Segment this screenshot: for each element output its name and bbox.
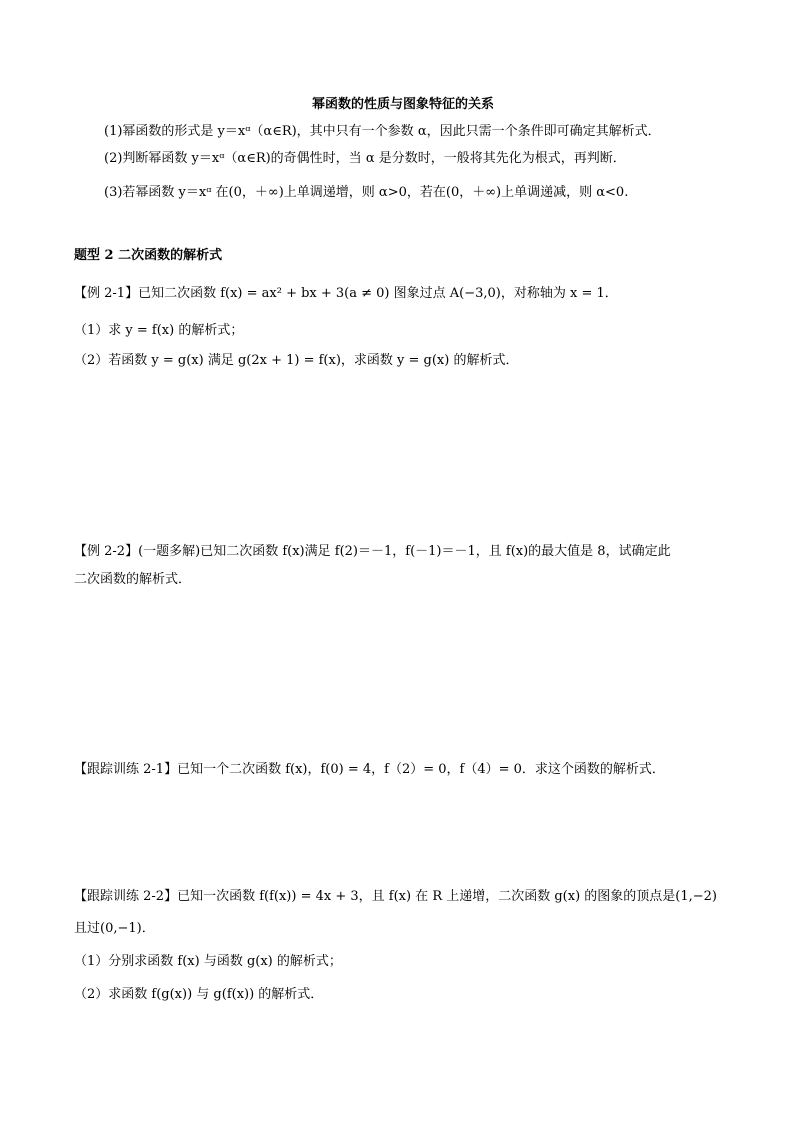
practice-2-2-question-2: （2）求函数 f(g(x)) 与 g(f(x)) 的解析式． [74, 987, 324, 1002]
practice-2-2-line-1: 【跟踪训练 2-2】已知一次函数 f(f(x)) = 4x + 3，且 f(x) 在 R 上递增，二次函数 g(x) 的图象的顶点是(1,−2) [74, 889, 718, 904]
example-2-2-line-1: 【例 2-2】(一题多解)已知二次函数 f(x)满足 f(2)＝－1，f(－1)＝－1，且 f(x)的最大值是 8，试确定此 [74, 544, 671, 559]
example-2-1-stem: 【例 2-1】已知二次函数 f(x) = ax² + bx + 3(a ≠ 0) 图象过点 A(−3,0)，对称轴为 x = 1． [74, 286, 618, 301]
example-2-1-question-1: （1）求 y = f(x) 的解析式； [74, 323, 244, 338]
property-item-1: (1)幂函数的形式是 y＝xᵅ（α∈R)，其中只有一个参数 α，因此只需一个条件即可确定其解析式． [104, 124, 661, 139]
example-2-2-line-2: 二次函数的解析式． [74, 572, 192, 587]
section-heading: 题型 2 二次函数的解析式 [74, 248, 223, 263]
practice-2-1-stem: 【跟踪训练 2-1】已知一个二次函数 f(x)，f(0) = 4，f（2）= 0，f（4）= 0．求这个函数的解析式． [74, 762, 665, 777]
section-title: 幂函数的性质与图象特征的关系 [312, 97, 495, 112]
property-item-2: (2)判断幂函数 y＝xᵅ（α∈R)的奇偶性时，当 α 是分数时，一般将其先化为根式，再判断． [104, 151, 626, 166]
property-item-3: (3)若幂函数 y＝xᵅ 在(0，＋∞)上单调递增，则 α>0，若在(0，＋∞)上单调递减，则 α<0. [104, 185, 629, 200]
example-2-1-question-2: （2）若函数 y = g(x) 满足 g(2x + 1) = f(x)，求函数 y = g(x) 的解析式． [74, 353, 519, 368]
practice-2-2-line-2: 且过(0,−1)． [74, 921, 155, 936]
practice-2-2-question-1: （1）分别求函数 f(x) 与函数 g(x) 的解析式； [74, 954, 342, 969]
